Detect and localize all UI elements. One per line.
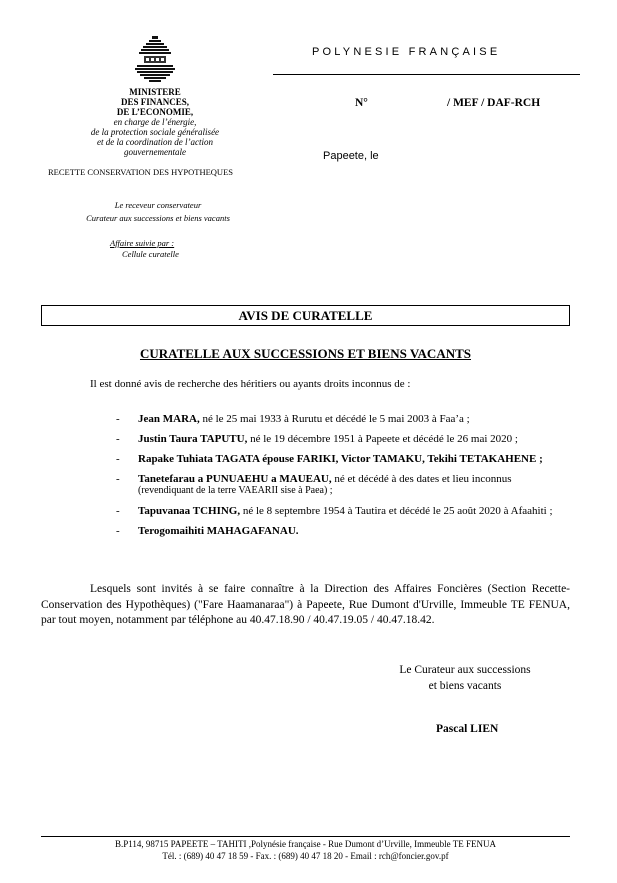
person-details: né le 25 mai 1933 à Rurutu et décédé le 5 mai 2003 à Faa’a ; xyxy=(199,413,470,425)
number-label: N° xyxy=(355,97,368,109)
list-marker: - xyxy=(116,413,120,425)
list-item xyxy=(116,505,568,517)
polynesia-emblem-icon xyxy=(131,34,179,86)
reference-code: / MEF / DAF-RCH xyxy=(447,97,541,109)
list-marker: - xyxy=(116,525,120,537)
header-divider xyxy=(273,74,580,75)
list-marker: - xyxy=(116,505,120,517)
person-name: Terogomaihiti MAHAGAFANAU. xyxy=(138,525,299,537)
ministry-line: DES FINANCES, xyxy=(120,97,189,107)
list-item xyxy=(116,473,568,497)
list-marker: - xyxy=(116,473,120,485)
affaire-block xyxy=(110,238,179,260)
recette-label: RECETTE CONSERVATION DES HYPOTHEQUES xyxy=(48,167,233,177)
person-name: Tanetefarau a PUNUAEHU a MAUEAU, xyxy=(138,473,332,485)
person-name: Jean MARA, xyxy=(138,413,200,425)
ministry-line: MINISTERE xyxy=(129,87,181,97)
list-item xyxy=(116,433,568,445)
footer-divider xyxy=(41,836,570,837)
ministry-line: de la protection sociale généralisée xyxy=(90,127,220,137)
person-name: Rapake Tuhiata TAGATA épouse FARIKI, Victor TAMAKU, Tekihi TETAKAHENE ; xyxy=(138,453,543,465)
person-details: né et décédé à des dates et lieu inconnus xyxy=(331,473,512,485)
footer xyxy=(41,838,570,862)
person-details: né le 19 décembre 1951 à Papeete et décédé le 26 mai 2020 ; xyxy=(247,433,518,445)
ministry-line: DE L’ECONOMIE, xyxy=(116,107,194,117)
list-item xyxy=(116,453,568,465)
affaire-label: Affaire suivie par : xyxy=(110,238,175,248)
footer-contact: Tél. : (689) 40 47 18 59 - Fax. : (689) 40 47 18 20 - Email : rch@foncier.gov.pf xyxy=(162,851,449,861)
footer-address: B.P114, 98715 PAPEETE – TAHITI ,Polynésie française - Rue Dumont d’Urville, Immeuble TE FENUA xyxy=(115,839,496,849)
place-date: Papeete, le xyxy=(323,150,379,162)
body-paragraph: Lesquels sont invités à se faire connaître à la Direction des Affaires Foncières (Section Recette-Conservation des Hypothèques) ("Fare Haamanaraa") à Papeete, Rue Dumont d'Urville, Immeuble TE FENUA, par tout moyen, notamment par téléphone au 40.47.18.90 / 40.47.19.05 / 40.47.18.42. xyxy=(41,583,570,626)
ministry-line: en charge de l’énergie, xyxy=(113,117,197,127)
curateur-title: Curateur aux successions et biens vacants xyxy=(86,213,230,223)
country-header: POLYNESIE FRANÇAISE xyxy=(312,46,501,58)
receveur-block xyxy=(58,199,258,225)
list-item xyxy=(116,525,568,537)
ministry-block xyxy=(85,87,225,157)
person-name: Justin Taura TAPUTU, xyxy=(138,433,248,445)
signature-role xyxy=(390,663,540,694)
document-subtitle: CURATELLE AUX SUCCESSIONS ET BIENS VACANTS xyxy=(139,346,471,361)
list-marker: - xyxy=(116,433,120,445)
signature-name: Pascal LIEN xyxy=(436,723,499,735)
person-name: Tapuvanaa TCHING, xyxy=(138,505,241,517)
signature-role-line: Le Curateur aux successions xyxy=(399,664,531,676)
intro-text: Il est donné avis de recherche des héritiers ou ayants droits inconnus de : xyxy=(90,378,411,390)
persons-list xyxy=(116,413,568,545)
ministry-line: et de la coordination de l’action gouvernementale xyxy=(97,137,213,157)
list-marker: - xyxy=(116,453,120,465)
person-details: né le 8 septembre 1954 à Tautira et décédé le 25 août 2020 à Afaahiti ; xyxy=(240,505,553,517)
list-item xyxy=(116,413,568,425)
receveur-title: Le receveur conservateur xyxy=(114,200,202,210)
person-extra: (revendiquant de la terre VAEARII sise à Paea) ; xyxy=(138,485,333,496)
affaire-value: Cellule curatelle xyxy=(122,249,179,259)
signature-role-line: et biens vacants xyxy=(428,679,502,692)
document-title: AVIS DE CURATELLE xyxy=(41,305,570,326)
